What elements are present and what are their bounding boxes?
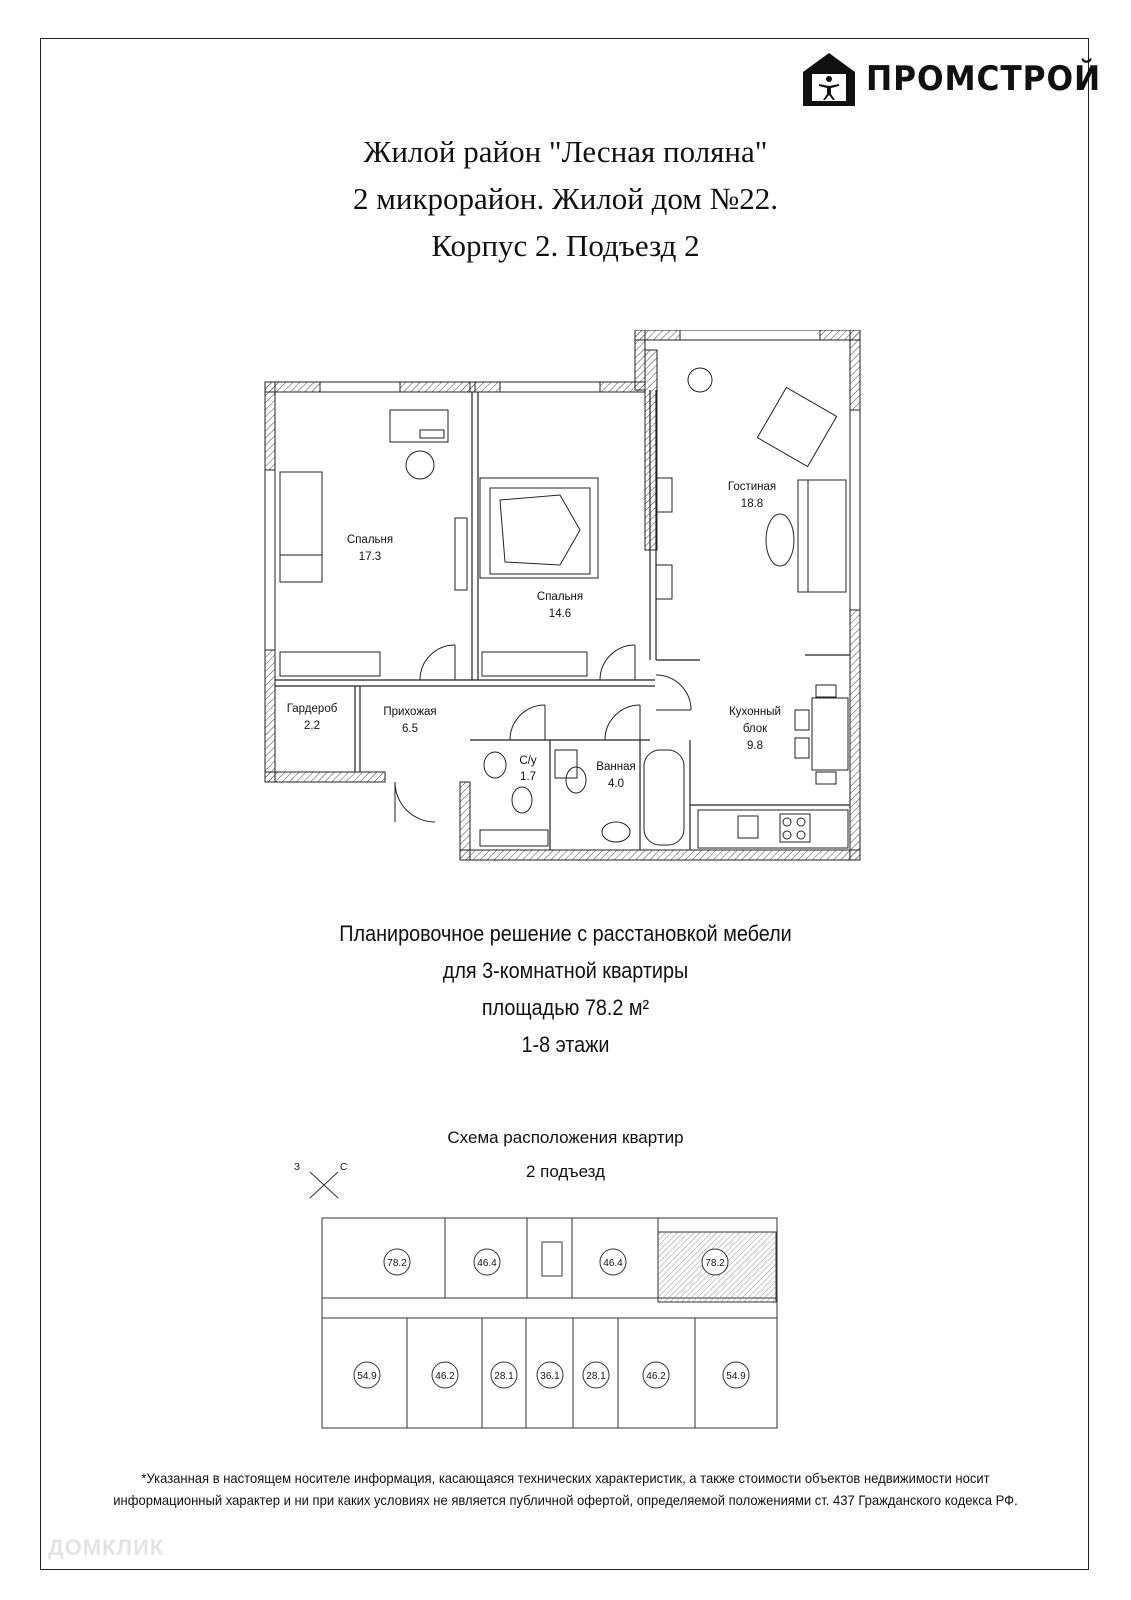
compass-west: З [294, 1162, 301, 1173]
room-labels [287, 481, 781, 790]
legal-disclaimer [95, 1467, 1035, 1511]
room-name: С/у [519, 755, 537, 767]
apartment-area: 28.1 [494, 1371, 514, 1382]
watermark: ДОМКЛИК [48, 1535, 165, 1560]
apartment-area: 54.9 [357, 1371, 377, 1382]
room-area: 2.2 [304, 720, 320, 732]
room-name-2: блок [742, 723, 768, 735]
room-area: 14.6 [548, 608, 572, 620]
brand-name: ПРОМСТРОЙ [866, 59, 1102, 99]
room-name: Спальня [536, 591, 584, 603]
desc-line-2: для 3-комнатной квартиры [442, 958, 689, 983]
apartment-area: 46.4 [477, 1258, 497, 1269]
room-name: Ванная [596, 761, 636, 773]
desc-line-3: площадью 78.2 м² [481, 995, 650, 1020]
desc-line-1: Планировочное решение с расстановкой мебели [339, 921, 792, 946]
scheme-entrance: 2 подъезд [525, 1162, 606, 1181]
apartment-area: 46.2 [435, 1371, 455, 1382]
room-area: 17.3 [358, 551, 382, 563]
room-name: Гостиная [727, 481, 777, 493]
desc-line-4: 1-8 этажи [521, 1032, 610, 1057]
room-name: Спальня [346, 534, 394, 546]
apartment-partitions [407, 1218, 695, 1428]
apartment-area: 28.1 [586, 1371, 606, 1382]
apartment-scheme [290, 1150, 810, 1450]
room-area: 9.8 [747, 740, 763, 752]
page-title [0, 128, 1131, 269]
apartment-area: 54.9 [726, 1371, 746, 1382]
bottom-row-apartments [354, 1362, 749, 1388]
disclaimer-line-1: *Указанная в настоящем носителе информация, касающаяся технических характеристик, а также стоимости объектов недвижимости носит [141, 1470, 990, 1486]
room-name: Кухонный [729, 706, 781, 718]
compass-icon [294, 1162, 347, 1198]
apartment-area: 78.2 [387, 1258, 407, 1269]
disclaimer-line-2: информационный характер и ни при каких условиях не является публичной офертой, определяемой положениями ст. 437 Гражданского кодекса РФ. [113, 1492, 1018, 1508]
room-area: 18.8 [740, 498, 764, 510]
room-area: 4.0 [608, 778, 624, 790]
house-person-icon [800, 50, 858, 108]
apartment-area: 46.2 [646, 1371, 666, 1382]
room-area: 1.7 [520, 771, 536, 783]
scheme-title: Схема расположения квартир [447, 1128, 684, 1147]
compass-north: С [340, 1162, 348, 1173]
title-line-1: Жилой район "Лесная поляна" [363, 134, 768, 169]
apartment-area: 46.4 [603, 1258, 623, 1269]
room-name: Прихожая [383, 706, 437, 718]
apartment-area: 36.1 [540, 1371, 560, 1382]
title-line-2: 2 микрорайон. Жилой дом №22. [352, 181, 778, 216]
room-area: 6.5 [402, 723, 418, 735]
plan-description [57, 915, 1075, 1063]
title-line-3: Корпус 2. Подъезд 2 [431, 228, 700, 263]
apartment-area: 78.2 [705, 1258, 725, 1269]
floor-plan [260, 330, 870, 870]
brand-logo [800, 50, 1122, 108]
room-name: Гардероб [286, 703, 338, 715]
doors [395, 645, 691, 822]
